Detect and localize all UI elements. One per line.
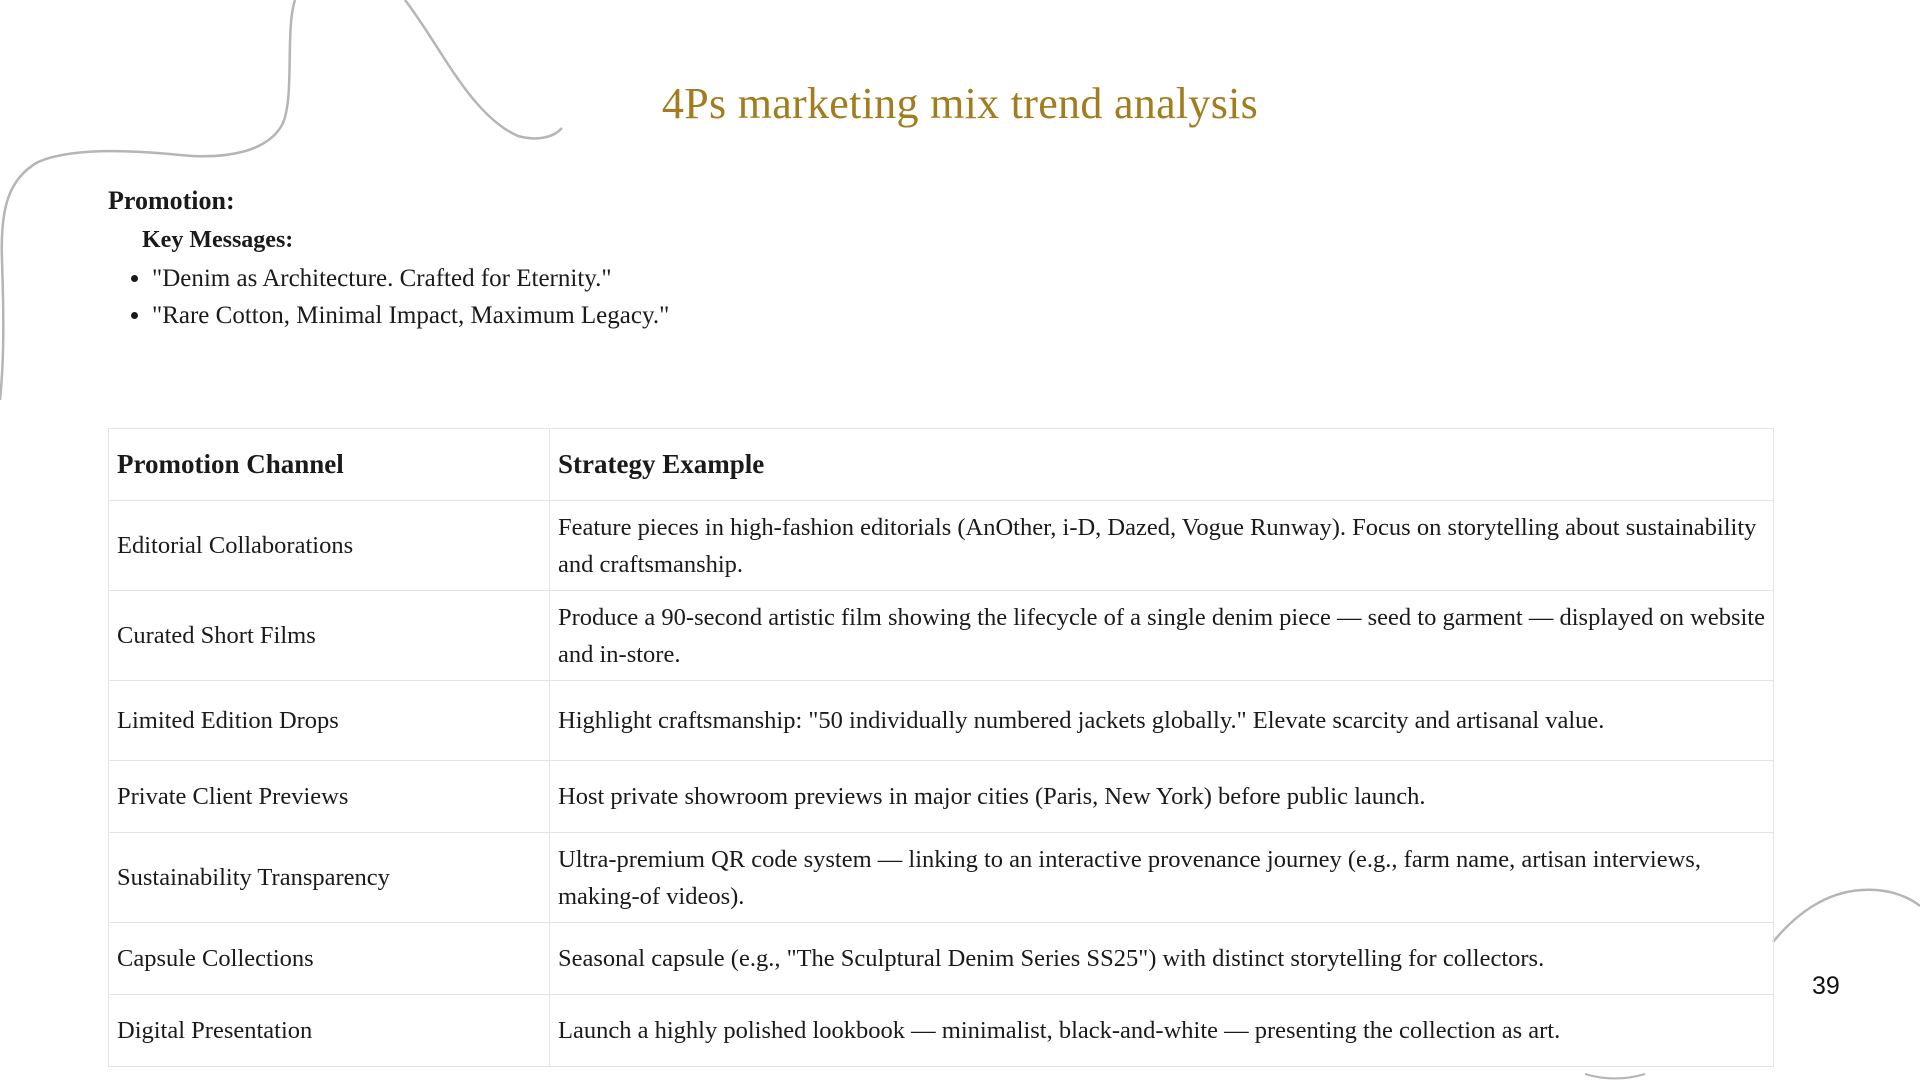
key-messages-heading: Key Messages: — [142, 227, 294, 253]
bottom-right-curve — [1773, 890, 1920, 942]
channel-cell: Curated Short Films — [109, 591, 550, 681]
channel-cell: Editorial Collaborations — [109, 501, 550, 591]
table-row — [109, 995, 1774, 1067]
table-row — [109, 761, 1774, 833]
channel-cell: Private Client Previews — [109, 761, 550, 833]
page-title: 4Ps marketing mix trend analysis — [661, 79, 1259, 128]
channel-cell: Capsule Collections — [109, 923, 550, 995]
table-header-row — [109, 429, 1774, 501]
bottom-small-curve — [1585, 1074, 1645, 1079]
table-row — [109, 923, 1774, 995]
table-row — [109, 591, 1774, 681]
strategy-cell: Host private showroom previews in major cities (Paris, New York) before public launch. — [550, 761, 1774, 833]
promotion-heading: Promotion: — [108, 186, 235, 215]
key-messages-list — [128, 260, 669, 334]
column-header-strategy: Strategy Example — [550, 429, 1774, 501]
table-row — [109, 833, 1774, 923]
strategy-cell: Launch a highly polished lookbook — minimalist, black-and-white — presenting the collection as art. — [550, 995, 1774, 1067]
channel-cell: Limited Edition Drops — [109, 681, 550, 761]
strategy-cell: Seasonal capsule (e.g., "The Sculptural Denim Series SS25") with distinct storytelling for collectors. — [550, 923, 1774, 995]
strategy-cell: Ultra-premium QR code system — linking to an interactive provenance journey (e.g., farm name, artisan interviews, making-of videos). — [550, 833, 1774, 923]
promotion-table — [108, 428, 1774, 1067]
channel-cell: Digital Presentation — [109, 995, 550, 1067]
table-row — [109, 681, 1774, 761]
key-message-item: • "Denim as Architecture. Crafted for Eternity." — [152, 260, 669, 297]
strategy-cell: Highlight craftsmanship: "50 individually numbered jackets globally." Elevate scarcity and artisanal value. — [550, 681, 1774, 761]
key-message-item: • "Rare Cotton, Minimal Impact, Maximum Legacy." — [152, 297, 669, 334]
channel-cell: Sustainability Transparency — [109, 833, 550, 923]
table-row — [109, 501, 1774, 591]
strategy-cell: Produce a 90-second artistic film showing the lifecycle of a single denim piece — seed to garment — displayed on website and in-store. — [550, 591, 1774, 681]
strategy-cell: Feature pieces in high-fashion editorials (AnOther, i-D, Dazed, Vogue Runway). Focus on storytelling about sustainability and craftsmanship. — [550, 501, 1774, 591]
page-number: 39 — [1812, 972, 1840, 1000]
column-header-channel: Promotion Channel — [109, 429, 550, 501]
